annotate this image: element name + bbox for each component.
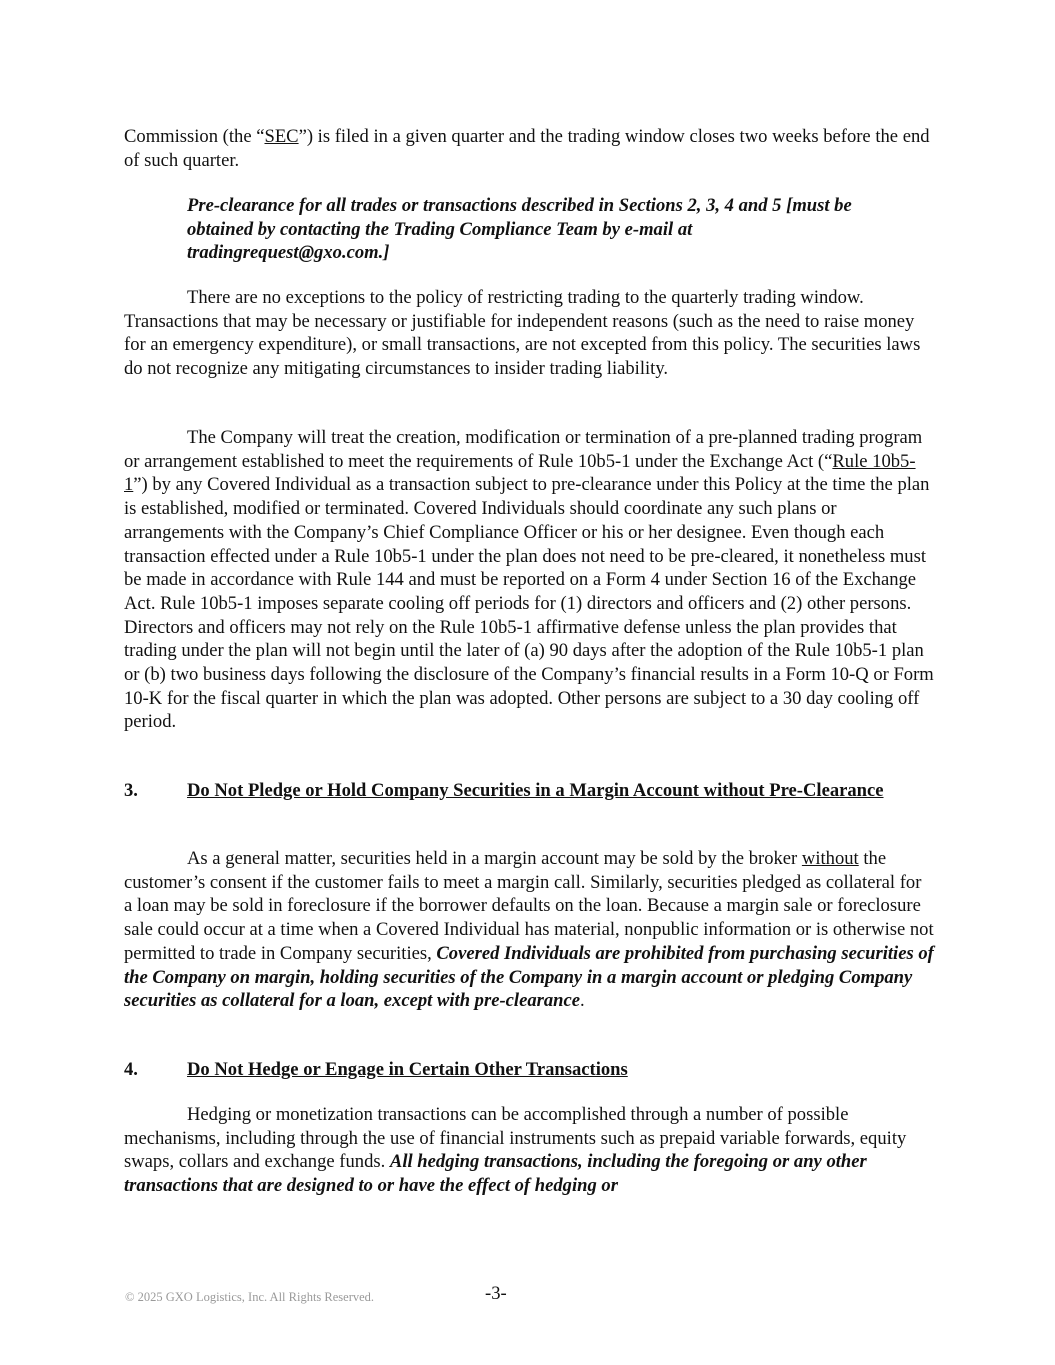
paragraph-rule-10b5-1: The Company will treat the creation, modification or termination of a pre-planned trading program or arrangement established to meet the requirements of Rule 10b5-1 under the Exchange Act (“Rule 10b5-1”) by any Covered Individual as a transaction subject to pre-clearance under this Policy at the time the plan is established, modified or terminated. Covered Individuals should coordinate any such plans or arrangements with the Company’s Chief Compliance Officer or his or her designee. Even though each transaction effected under a Rule 10b5-1 under the plan does not need to be pre-cleared, it nonetheless must be made in accordance with Rule 144 and must be reported on a Form 4 under Section 16 of the Exchange Act. Rule 10b5-1 imposes separate cooling off periods for (1) directors and officers and (2) other persons. Directors and officers may not rely on the Rule 10b5-1 affirmative defense unless the plan provides that trading under the plan will not begin until the later of (a) 90 days after the adoption of the Rule 10b5-1 plan or (b) two business days following the disclosure of the Company’s financial results in a Form 10-Q or Form 10-K for the fiscal quarter in which the plan was adopted. Other persons are subject to a 30 day cooling off period. (124, 427, 934, 733)
section-3-title: Do Not Pledge or Hold Company Securities in a Margin Account without Pre-Clearance (187, 780, 884, 801)
footer-copyright: © 2025 GXO Logistics, Inc. All Rights Reserved. (125, 1290, 375, 1304)
section-3-number: 3. (124, 780, 138, 801)
without-emphasis: without (801, 848, 859, 869)
paragraph-exceptions: There are no exceptions to the policy of restricting trading to the quarterly trading window. Transactions that may be necessary or justifiable for independent reasons (such as the need to raise money for an emergency expenditure), or small transactions, are not excepted from this policy. The securities laws do not recognize any mitigating circumstances to insider trading liability. (124, 287, 921, 380)
section-3-prohibition: Covered Individuals are prohibited from purchasing securities of the Company on margin, holding securities of the Company in a margin account or pledging Company securities as collateral for a loan, except with pre-clearance (124, 942, 934, 1012)
sec-defined-term: SEC (264, 126, 299, 147)
section-4-hedging-statement: All hedging transactions, including the foregoing or any other transactions that are designed to or have the effect of hedging or (124, 1151, 867, 1197)
section-4-paragraph: Hedging or monetization transactions can be accomplished through a number of possible mechanisms, including through the use of financial instruments such as prepaid variable forwards, equity swaps, collars and exchange funds. All hedging transactions, including the foregoing or any other transactions that are designed to or have the effect of hedging or (124, 1104, 907, 1197)
paragraph-top: Commission (the “SEC”) is filed in a given quarter and the trading window closes two weeks before the end of such quarter. (124, 126, 930, 171)
page-number: -3- (485, 1283, 507, 1304)
section-4-title: Do Not Hedge or Engage in Certain Other Transactions (187, 1059, 628, 1080)
preclearance-note: Pre-clearance for all trades or transactions described in Sections 2, 3, 4 and 5 [must be obtained by contacting the Trading Compliance Team by e-mail at tradingrequest@gxo.com.] (187, 195, 852, 264)
rule-defined-term: Rule 10b5-1 (124, 450, 916, 496)
section-4-number: 4. (124, 1059, 138, 1080)
section-3-paragraph: As a general matter, securities held in a margin account may be sold by the broker without the customer’s consent if the customer fails to meet a margin call. Similarly, securities pledged as collateral for a loan may be sold in foreclosure if the borrower defaults on the loan. Because a margin sale or foreclosure sale could occur at a time when a Covered Individual has material, nonpublic information or is otherwise not permitted to trade in Company securities, Covered Individuals are prohibited from purchasing securities of the Company on margin, holding securities of the Company in a margin account or pledging Company securities as collateral for a loan, except with pre-clearance. (124, 848, 934, 1012)
